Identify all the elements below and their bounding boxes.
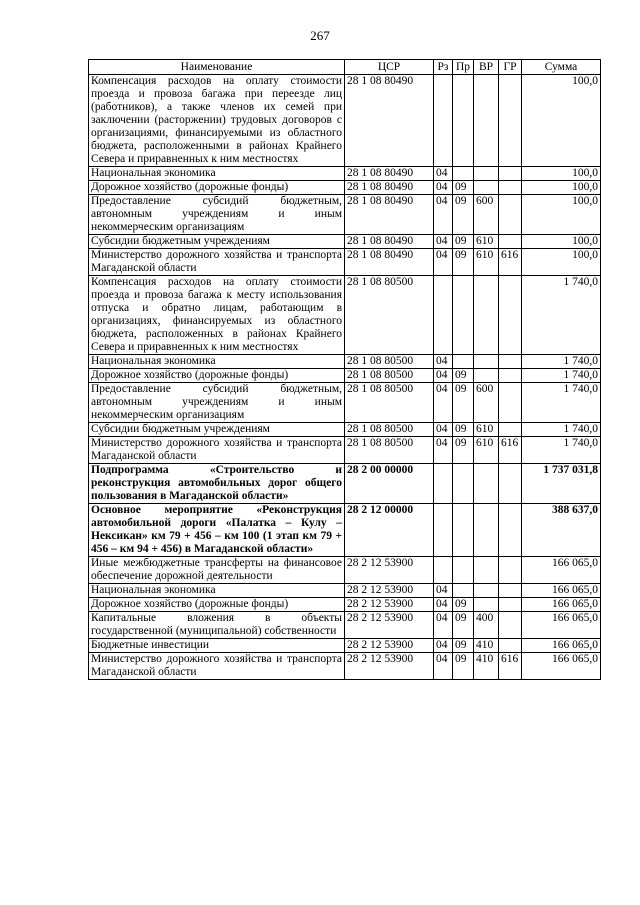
cell-name: Компенсация расходов на оплату стоимости проезда и провоза багажа при переезде лиц (работников), а также членов их семей при заключении (расторжении) трудовых договоров с организациями, финансируемыми из областного бюджета, расположенными в районах Крайнего Севера и приравненных к ним местностях	[89, 75, 345, 167]
cell-vr	[474, 276, 499, 355]
cell-rz: 04	[434, 584, 453, 598]
table-row	[89, 181, 601, 195]
cell-sum: 1 740,0	[522, 437, 601, 464]
cell-gr	[499, 639, 522, 653]
cell-csr: 28 2 12 00000	[345, 504, 434, 557]
cell-csr: 28 1 08 80500	[345, 437, 434, 464]
cell-pr	[453, 557, 474, 584]
table-row	[89, 235, 601, 249]
cell-gr	[499, 195, 522, 235]
cell-vr: 600	[474, 195, 499, 235]
cell-csr: 28 2 12 53900	[345, 584, 434, 598]
cell-csr: 28 1 08 80490	[345, 75, 434, 167]
cell-name: Национальная экономика	[89, 167, 345, 181]
table-row	[89, 557, 601, 584]
cell-name: Предоставление субсидий бюджетным, автономным учреждениям и иным некоммерческим организациям	[89, 383, 345, 423]
cell-name: Министерство дорожного хозяйства и транспорта Магаданской области	[89, 653, 345, 680]
table-header-row	[89, 60, 601, 75]
cell-gr	[499, 504, 522, 557]
cell-gr	[499, 464, 522, 504]
cell-rz: 04	[434, 355, 453, 369]
table-row	[89, 504, 601, 557]
cell-gr: 616	[499, 653, 522, 680]
cell-sum: 166 065,0	[522, 639, 601, 653]
cell-name: Субсидии бюджетным учреждениям	[89, 423, 345, 437]
table-row	[89, 167, 601, 181]
table-row	[89, 437, 601, 464]
cell-rz: 04	[434, 437, 453, 464]
header-sum: Сумма	[522, 60, 601, 75]
cell-rz: 04	[434, 612, 453, 639]
table-body	[89, 75, 601, 680]
cell-pr: 09	[453, 369, 474, 383]
cell-sum: 1 740,0	[522, 423, 601, 437]
cell-vr	[474, 464, 499, 504]
table-row	[89, 639, 601, 653]
cell-pr: 09	[453, 249, 474, 276]
cell-csr: 28 1 08 80500	[345, 276, 434, 355]
cell-vr: 610	[474, 235, 499, 249]
table-row	[89, 598, 601, 612]
cell-vr: 410	[474, 639, 499, 653]
cell-name: Основное мероприятие «Реконструкция автомобильной дороги «Палатка – Кулу – Нексикан» км 79 + 456 – км 100 (1 этап км 79 + 456 – км 94 + 456) в Магаданской области»	[89, 504, 345, 557]
cell-pr: 09	[453, 235, 474, 249]
cell-pr: 09	[453, 598, 474, 612]
cell-rz	[434, 504, 453, 557]
cell-pr: 09	[453, 612, 474, 639]
cell-sum: 166 065,0	[522, 598, 601, 612]
cell-rz	[434, 75, 453, 167]
cell-pr: 09	[453, 423, 474, 437]
cell-name: Иные межбюджетные трансферты на финансовое обеспечение дорожной деятельности	[89, 557, 345, 584]
cell-rz: 04	[434, 639, 453, 653]
cell-name: Министерство дорожного хозяйства и транспорта Магаданской области	[89, 249, 345, 276]
cell-csr: 28 1 08 80500	[345, 383, 434, 423]
cell-gr: 616	[499, 249, 522, 276]
cell-gr	[499, 181, 522, 195]
cell-csr: 28 1 08 80490	[345, 235, 434, 249]
cell-rz: 04	[434, 235, 453, 249]
cell-csr: 28 1 08 80500	[345, 355, 434, 369]
cell-pr	[453, 504, 474, 557]
cell-pr: 09	[453, 181, 474, 195]
cell-sum: 100,0	[522, 235, 601, 249]
cell-rz: 04	[434, 249, 453, 276]
cell-sum: 166 065,0	[522, 557, 601, 584]
cell-rz	[434, 557, 453, 584]
cell-gr	[499, 355, 522, 369]
table-row	[89, 383, 601, 423]
cell-vr: 610	[474, 423, 499, 437]
cell-pr: 09	[453, 195, 474, 235]
cell-pr	[453, 75, 474, 167]
cell-rz: 04	[434, 167, 453, 181]
cell-pr	[453, 584, 474, 598]
cell-sum: 166 065,0	[522, 584, 601, 598]
cell-csr: 28 1 08 80500	[345, 369, 434, 383]
cell-gr: 616	[499, 437, 522, 464]
cell-vr	[474, 75, 499, 167]
cell-rz	[434, 464, 453, 504]
cell-name: Дорожное хозяйство (дорожные фонды)	[89, 369, 345, 383]
cell-sum: 1 737 031,8	[522, 464, 601, 504]
cell-sum: 1 740,0	[522, 355, 601, 369]
cell-pr	[453, 167, 474, 181]
cell-gr	[499, 383, 522, 423]
table-row	[89, 369, 601, 383]
cell-vr: 610	[474, 249, 499, 276]
table-row	[89, 355, 601, 369]
cell-sum: 1 740,0	[522, 383, 601, 423]
cell-sum: 166 065,0	[522, 653, 601, 680]
cell-vr: 410	[474, 653, 499, 680]
cell-gr	[499, 167, 522, 181]
cell-gr	[499, 369, 522, 383]
cell-sum: 1 740,0	[522, 369, 601, 383]
cell-vr	[474, 181, 499, 195]
header-csr: ЦСР	[345, 60, 434, 75]
cell-name: Подпрограмма «Строительство и реконструкция автомобильных дорог общего пользования в Магаданской области»	[89, 464, 345, 504]
cell-vr: 600	[474, 383, 499, 423]
cell-gr	[499, 557, 522, 584]
cell-csr: 28 2 12 53900	[345, 639, 434, 653]
cell-sum: 100,0	[522, 181, 601, 195]
cell-gr	[499, 276, 522, 355]
cell-rz: 04	[434, 383, 453, 423]
cell-pr	[453, 276, 474, 355]
cell-csr: 28 1 08 80500	[345, 423, 434, 437]
table-row	[89, 612, 601, 639]
cell-sum: 1 740,0	[522, 276, 601, 355]
cell-vr	[474, 167, 499, 181]
cell-name: Субсидии бюджетным учреждениям	[89, 235, 345, 249]
cell-gr	[499, 584, 522, 598]
cell-gr	[499, 612, 522, 639]
cell-name: Предоставление субсидий бюджетным, автономным учреждениям и иным некоммерческим организациям	[89, 195, 345, 235]
cell-csr: 28 1 08 80490	[345, 167, 434, 181]
header-pr: Пр	[453, 60, 474, 75]
cell-name: Национальная экономика	[89, 355, 345, 369]
cell-rz: 04	[434, 181, 453, 195]
header-gr: ГР	[499, 60, 522, 75]
cell-vr	[474, 355, 499, 369]
cell-vr	[474, 369, 499, 383]
cell-vr	[474, 598, 499, 612]
cell-csr: 28 2 12 53900	[345, 612, 434, 639]
cell-rz: 04	[434, 195, 453, 235]
cell-csr: 28 2 12 53900	[345, 557, 434, 584]
header-name: Наименование	[89, 60, 345, 75]
cell-rz: 04	[434, 598, 453, 612]
cell-name: Национальная экономика	[89, 584, 345, 598]
cell-vr	[474, 504, 499, 557]
cell-rz: 04	[434, 653, 453, 680]
page-number: 267	[310, 28, 330, 43]
table-row	[89, 249, 601, 276]
table-row	[89, 276, 601, 355]
cell-gr	[499, 423, 522, 437]
cell-sum: 388 637,0	[522, 504, 601, 557]
cell-pr: 09	[453, 437, 474, 464]
cell-pr: 09	[453, 653, 474, 680]
cell-rz: 04	[434, 369, 453, 383]
cell-name: Дорожное хозяйство (дорожные фонды)	[89, 598, 345, 612]
cell-csr: 28 2 00 00000	[345, 464, 434, 504]
cell-gr	[499, 75, 522, 167]
cell-gr	[499, 598, 522, 612]
cell-name: Компенсация расходов на оплату стоимости проезда и провоза багажа к месту использования отпуска и обратно лицам, работающим в организациях, финансируемых из областного бюджета, расположенных в районах Крайнего Севера и приравненных к ним местностях	[89, 276, 345, 355]
cell-vr: 610	[474, 437, 499, 464]
cell-pr: 09	[453, 383, 474, 423]
cell-pr	[453, 355, 474, 369]
table-row	[89, 653, 601, 680]
cell-vr	[474, 584, 499, 598]
cell-vr: 400	[474, 612, 499, 639]
cell-sum: 100,0	[522, 195, 601, 235]
cell-sum: 100,0	[522, 167, 601, 181]
cell-csr: 28 1 08 80490	[345, 195, 434, 235]
cell-rz: 04	[434, 423, 453, 437]
cell-sum: 100,0	[522, 249, 601, 276]
cell-gr	[499, 235, 522, 249]
cell-csr: 28 2 12 53900	[345, 598, 434, 612]
table-row	[89, 464, 601, 504]
cell-name: Капитальные вложения в объекты государственной (муниципальной) собственности	[89, 612, 345, 639]
header-rz: Рз	[434, 60, 453, 75]
table-row	[89, 584, 601, 598]
table-row	[89, 195, 601, 235]
cell-name: Дорожное хозяйство (дорожные фонды)	[89, 181, 345, 195]
cell-csr: 28 1 08 80490	[345, 181, 434, 195]
cell-vr	[474, 557, 499, 584]
header-vr: ВР	[474, 60, 499, 75]
cell-name: Министерство дорожного хозяйства и транспорта Магаданской области	[89, 437, 345, 464]
cell-csr: 28 1 08 80490	[345, 249, 434, 276]
table-row	[89, 75, 601, 167]
cell-sum: 100,0	[522, 75, 601, 167]
cell-pr	[453, 464, 474, 504]
cell-rz	[434, 276, 453, 355]
table-row	[89, 423, 601, 437]
cell-sum: 166 065,0	[522, 612, 601, 639]
cell-name: Бюджетные инвестиции	[89, 639, 345, 653]
cell-csr: 28 2 12 53900	[345, 653, 434, 680]
cell-pr: 09	[453, 639, 474, 653]
budget-table	[88, 59, 601, 680]
